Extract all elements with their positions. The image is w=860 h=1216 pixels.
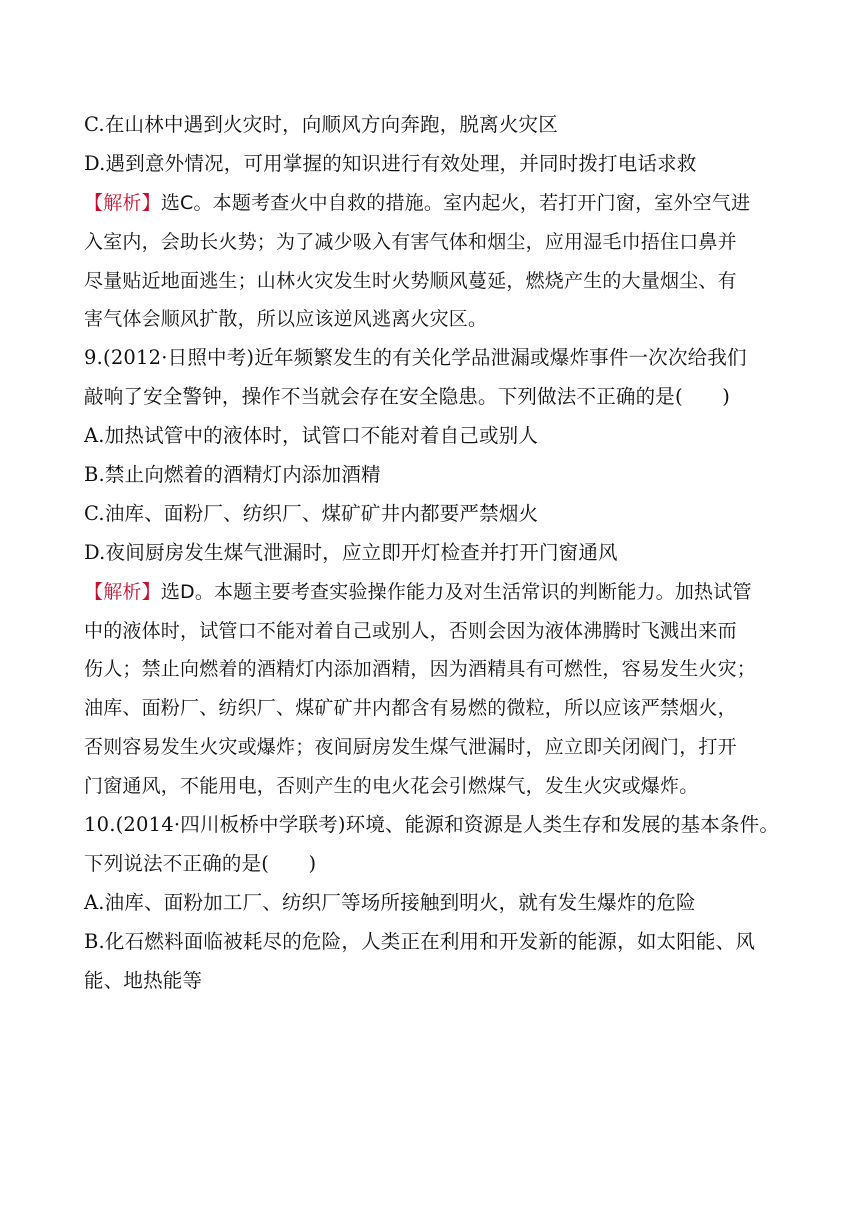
q10-option-a: A.油库、面粉加工厂、纺织厂等场所接触到明火，就有发生爆炸的危险	[84, 890, 696, 914]
q10-option-b-line: B.化石燃料面临被耗尽的危险，人类正在利用和开发新的能源，如太阳能、风	[84, 929, 756, 953]
q9-stem-line: 敲响了安全警钟，操作不当就会存在安全隐患。下列做法不正确的是( )	[84, 385, 731, 409]
analysis-tag: 【解析】	[84, 191, 161, 214]
q9-analysis-line: 中的液体时，试管口不能对着自己或别人，否则会因为液体沸腾时飞溅出来而	[84, 619, 737, 642]
q8-option-d: D.遇到意外情况，可用掌握的知识进行有效处理，并同时拨打电话求救	[84, 151, 697, 175]
q9-analysis-line	[84, 573, 784, 612]
q10-stem-line: 下列说法不正确的是( )	[84, 851, 317, 875]
q8-option-c: C.在山林中遇到火灾时，向顺风方向奔跑，脱离火灾区	[84, 113, 558, 136]
q8-analysis-line: 尽量贴近地面逃生；山林火灾发生时火势顺风蔓延，燃烧产生的大量烟尘、有	[84, 269, 737, 292]
q10-option-b-line: 能、地热能等	[84, 968, 203, 992]
q8-analysis-line: 入室内，会助长火势；为了减少吸入有害气体和烟尘，应用湿毛巾捂住口鼻并	[84, 230, 737, 253]
q9-option-c: C.油库、面粉厂、纺织厂、煤矿矿井内都要严禁烟火	[84, 501, 539, 525]
q9-analysis-line: 伤人；禁止向燃着的酒精灯内添加酒精，因为酒精具有可燃性，容易发生火灾；	[84, 658, 757, 681]
q8-analysis-line	[84, 184, 784, 223]
analysis-tag: 【解析】	[84, 580, 161, 603]
q9-analysis-line: 否则容易发生火灾或爆炸；夜间厨房发生煤气泄漏时，应立即关闭阀门，打开	[84, 736, 737, 759]
q9-stem-line: 9.(2012·日照中考)近年频繁发生的有关化学品泄漏或爆炸事件一次次给我们	[84, 346, 747, 370]
q8-analysis-line: 害气体会顺风扩散，所以应该逆风逃离火灾区。	[84, 308, 488, 331]
document-page	[84, 106, 784, 1000]
q9-option-d: D.夜间厨房发生煤气泄漏时，应立即开灯检查并打开门窗通风	[84, 540, 618, 564]
q8-analysis-text: 选C。本题考查火中自救的措施。室内起火，若打开门窗，室外空气进	[160, 191, 751, 214]
q9-analysis-line: 门窗通风，不能用电，否则产生的电火花会引燃煤气，发生火灾或爆炸。	[84, 775, 699, 798]
q9-analysis-text: 选D。本题主要考查实验操作能力及对生活常识的判断能力。加热试管	[160, 580, 752, 603]
q9-analysis-line: 油库、面粉厂、纺织厂、煤矿矿井内都含有易燃的微粒，所以应该严禁烟火，	[84, 697, 737, 720]
q9-option-b: B.禁止向燃着的酒精灯内添加酒精	[84, 463, 381, 487]
q9-option-a: A.加热试管中的液体时，试管口不能对着自己或别人	[84, 424, 539, 448]
q10-stem-line: 10.(2014·四川板桥中学联考)环境、能源和资源是人类生存和发展的基本条件。	[84, 813, 780, 837]
